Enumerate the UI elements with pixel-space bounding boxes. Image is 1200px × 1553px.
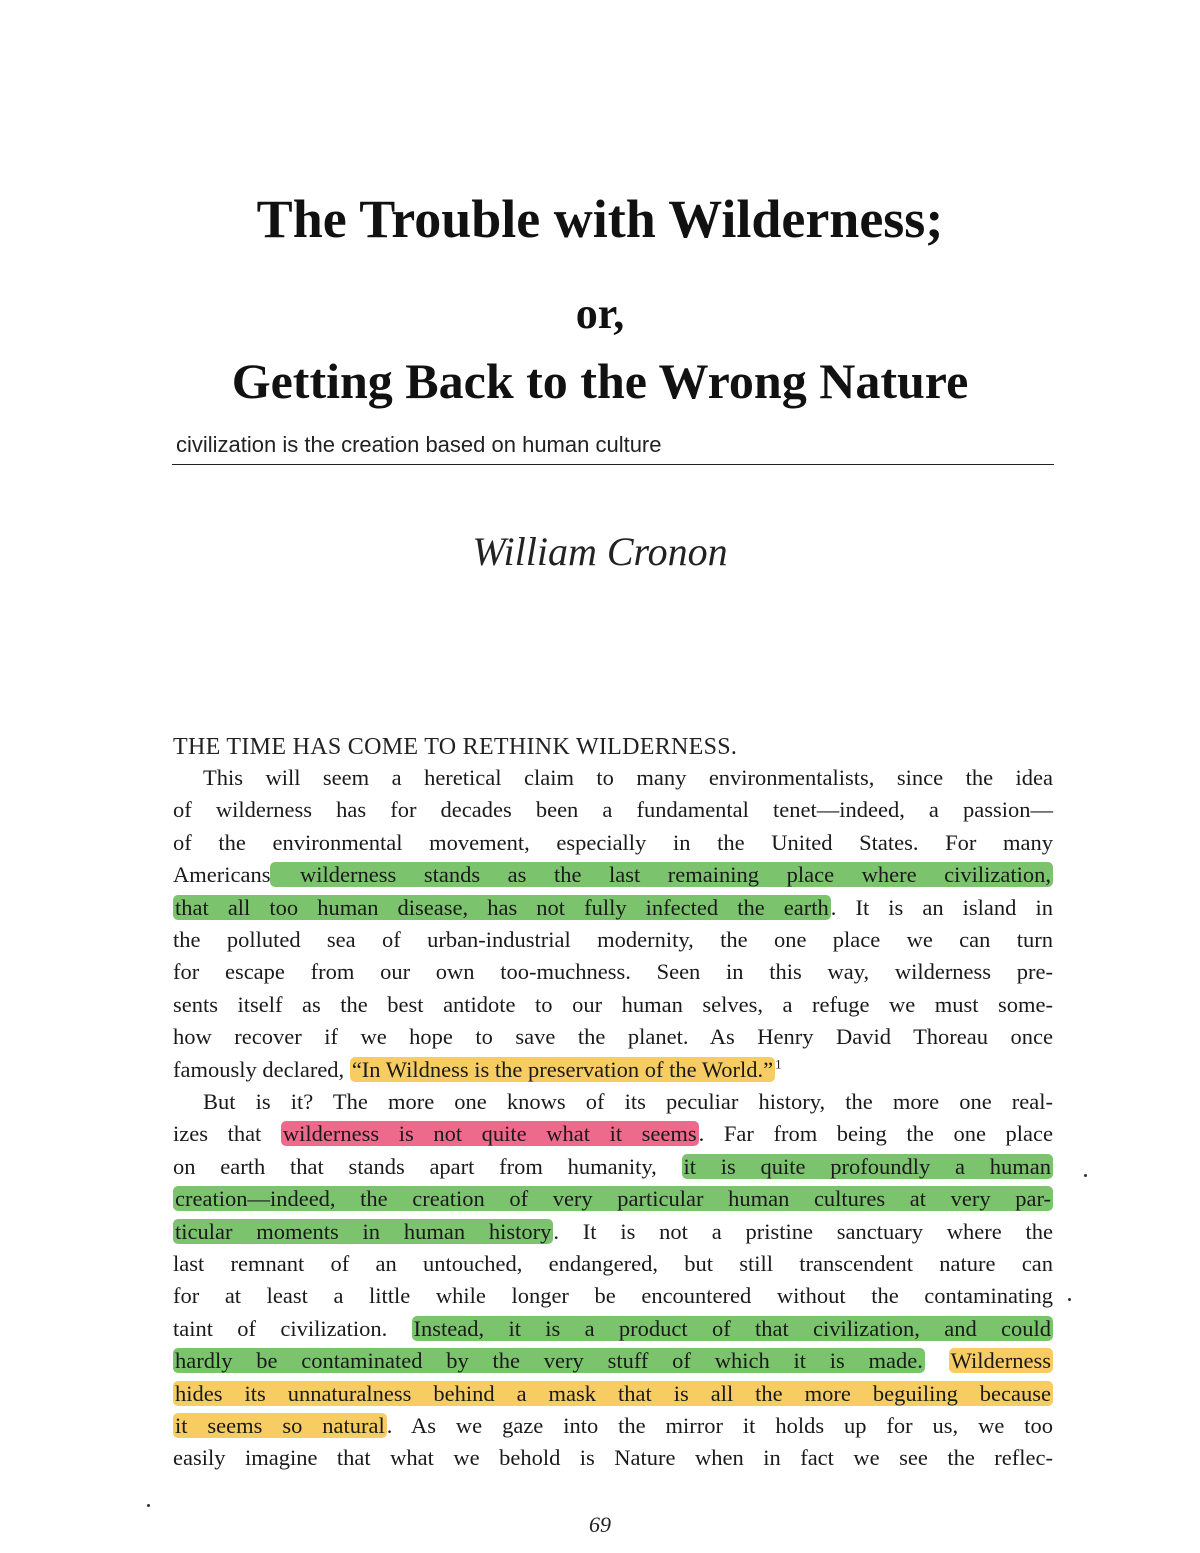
title-line-3: Getting Back to the Wrong Nature (231, 353, 969, 409)
text-segment: . It is not a pristine sanctuary where the (553, 1218, 1053, 1244)
text-line (173, 1021, 1053, 1053)
page-number: 69 (589, 1512, 611, 1537)
text-line (173, 989, 1053, 1021)
text-segment: of the environmental movement, especially in the United States. For many (173, 829, 1053, 855)
text-segment (925, 1348, 949, 1373)
highlighted-text: it seems so natural (175, 1413, 385, 1438)
margin-mark (1068, 1298, 1071, 1301)
text-segment: But is it? The more one knows of its peculiar history, the more one real- (203, 1089, 1053, 1114)
highlighted-text: wilderness is not quite what it seems (282, 1121, 697, 1147)
text-segment: . As we gaze into the mirror it holds up for us, we too (386, 1413, 1053, 1438)
highlighted-text: Instead, it is a product of that civilization, and could (413, 1315, 1052, 1341)
text-line (173, 1216, 1053, 1248)
text-line (173, 794, 1053, 826)
text-segment: famously declared, (173, 1056, 350, 1082)
text-segment: for escape from our own too-muchness. Seen in this way, wilderness pre- (173, 959, 1053, 985)
text-segment: . It is an island in (830, 894, 1053, 920)
text-line (173, 1345, 1053, 1377)
text-line (173, 1410, 1053, 1442)
highlighted-text: hardly be contaminated by the very stuff of which it is made. (175, 1348, 923, 1374)
author-name: William Cronon (472, 529, 728, 574)
text-line (173, 1151, 1053, 1183)
highlighted-text: hides its unnaturalness behind a mask that is all the more beguiling because (175, 1380, 1051, 1406)
text-segment: on earth that stands apart from humanity, (173, 1153, 682, 1179)
highlighted-text: ticular moments in human history (175, 1218, 552, 1244)
text-segment: easily imagine that what we behold is Nature when in fact we see the reflec- (173, 1445, 1053, 1471)
title-line-2: or, (575, 289, 625, 338)
text-segment: taint of civilization. (173, 1315, 412, 1341)
text-segment: last remnant of an untouched, endangered, but still transcendent nature can (173, 1251, 1053, 1276)
title-line-1: The Trouble with Wilderness; (256, 189, 944, 249)
text-line (173, 1183, 1053, 1215)
text-segment: how recover if we hope to save the planet. As Henry David Thoreau once (173, 1024, 1053, 1050)
lead-in-heading (173, 734, 737, 761)
text-line (173, 892, 1053, 924)
highlighted-text: Wilderness (950, 1348, 1051, 1374)
text-line (203, 762, 1053, 794)
highlighted-text: wilderness stands as the last remaining place where civilization, (272, 862, 1051, 888)
text-segment: . Far from being the one place (698, 1121, 1053, 1147)
highlighted-text: that all too human disease, has not fully infected the earth (175, 894, 829, 920)
text-line (173, 827, 1053, 859)
text-segment: izes that (173, 1121, 281, 1147)
text-segment: Americans (173, 862, 271, 888)
text-line (173, 1118, 1053, 1150)
handwritten-note-underline (172, 430, 1054, 465)
text-line (173, 1442, 1053, 1474)
text-line (173, 1054, 1053, 1086)
text-segment: the polluted sea of urban-industrial modernity, the one place we can turn (173, 927, 1053, 952)
lead-in-first-letter: T (173, 734, 188, 760)
highlighted-text: creation—indeed, the creation of very particular human cultures at very par- (175, 1186, 1051, 1212)
text-line (173, 924, 1053, 956)
handwritten-note: civilization is the creation based on human culture (176, 432, 662, 457)
text-segment: for at least a little while longer be encountered without the contaminating (173, 1283, 1053, 1309)
margin-mark (1084, 1174, 1087, 1177)
text-line (173, 956, 1053, 988)
footnote-marker[interactable]: 1 (775, 1056, 782, 1072)
margin-mark (147, 1504, 150, 1507)
text-segment: This will seem a heretical claim to many environmentalists, since the idea (203, 765, 1053, 790)
text-line (173, 1313, 1053, 1345)
lead-in-rest: HE TIME HAS COME TO RETHINK WILDERNESS. (187, 734, 738, 760)
text-line (173, 859, 1053, 891)
text-segment: sents itself as the best antidote to our human selves, a refuge we must some- (173, 991, 1053, 1017)
text-segment: of wilderness has for decades been a fundamental tenet—indeed, a passion— (173, 797, 1053, 823)
text-line (173, 1280, 1053, 1312)
highlighted-text: “In Wildness is the preservation of the World.” (351, 1056, 774, 1082)
text-line (203, 1086, 1053, 1118)
text-line (173, 1378, 1053, 1410)
text-line (173, 1248, 1053, 1280)
highlighted-text: it is quite profoundly a human (683, 1153, 1051, 1179)
